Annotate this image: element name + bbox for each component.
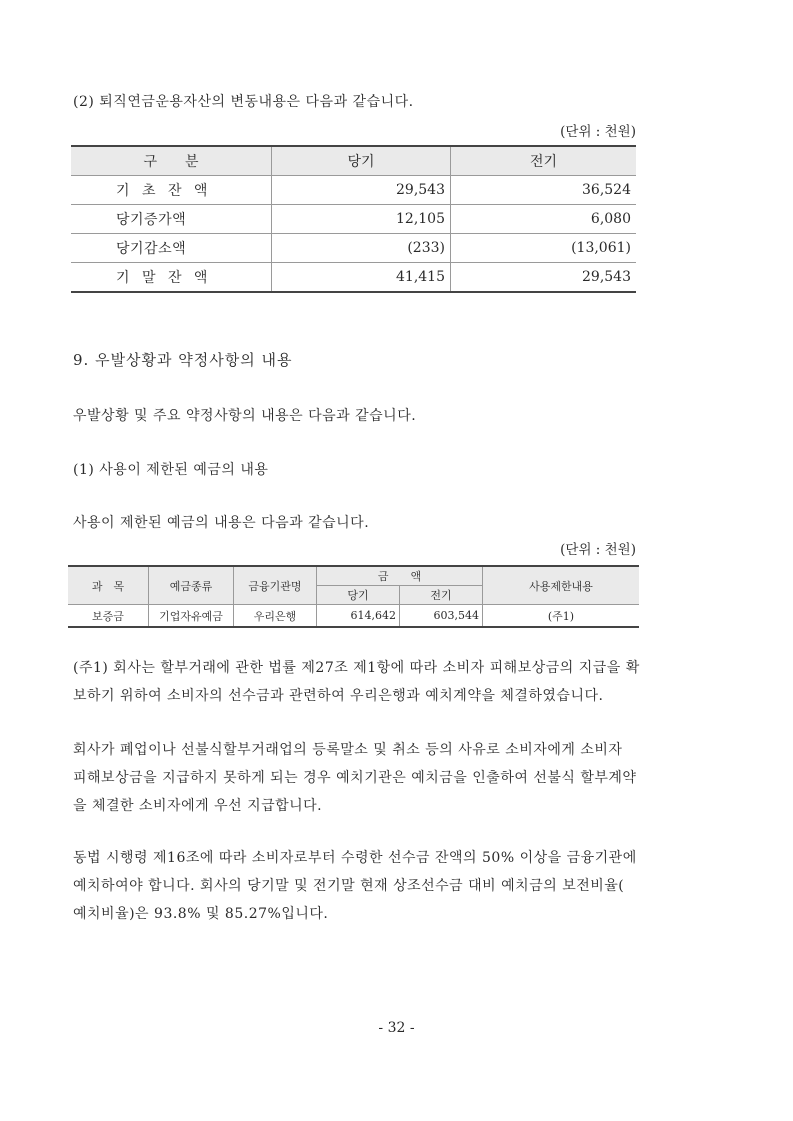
current-value: 41,415: [272, 263, 451, 293]
prior-value: 6,080: [451, 205, 637, 234]
table-row: [71, 234, 636, 263]
row-label: 기 말 잔 액: [71, 263, 272, 293]
text-line: 보하기 위하여 소비자의 선수금과 관련하여 우리은행과 예치계약을 체결하였습니다.: [73, 688, 604, 704]
current-amount-cell: 614,642: [317, 605, 400, 628]
table-row: [68, 605, 639, 628]
unit-label: (단위 : 천원): [560, 542, 636, 558]
text-line: (주1) 회사는 할부거래에 관한 법률 제27조 제1항에 따라 소비자 피해보상금의 지급을 확: [73, 660, 640, 676]
header-amount: 금 액: [317, 566, 483, 586]
table-row: [71, 263, 636, 293]
bank-name-cell: 우리은행: [234, 605, 317, 628]
account-cell: 보증금: [68, 605, 149, 628]
header-deposit-type: 예금종류: [149, 566, 234, 605]
pension-assets-table: [71, 145, 636, 293]
text-line: 피해보상금을 지급하지 못하게 되는 경우 예치기관은 예치금을 인출하여 선불식 할부계약: [73, 770, 637, 786]
header-current: 당기: [317, 586, 400, 605]
table-row: [71, 176, 636, 205]
text-line: 회사가 폐업이나 선불식할부거래업의 등록말소 및 취소 등의 사유로 소비자에게 소비자: [73, 742, 623, 758]
header-account: 과 목: [68, 566, 149, 605]
text-line: 을 체결한 소비자에게 우선 지급합니다.: [73, 798, 323, 814]
body-paragraph: [73, 844, 733, 928]
deposit-type-cell: 기업자유예금: [149, 605, 234, 628]
header-bank-name: 금융기관명: [234, 566, 317, 605]
intro-text: 우발상황 및 주요 약정사항의 내용은 다음과 같습니다.: [73, 408, 417, 424]
row-label: 당기감소액: [71, 234, 272, 263]
header-prior: 전기: [400, 586, 483, 605]
current-value: 12,105: [272, 205, 451, 234]
header-category: 구 분: [71, 146, 272, 176]
text-line: 동법 시행령 제16조에 따라 소비자로부터 수령한 선수금 잔액의 50% 이상을 금융기관에: [73, 850, 637, 866]
prior-value: 36,524: [451, 176, 637, 205]
prior-value: 29,543: [451, 263, 637, 293]
restriction-cell: (주1): [483, 605, 640, 628]
header-restriction: 사용제한내용: [483, 566, 640, 605]
restricted-deposits-table: [68, 565, 639, 628]
current-value: (233): [272, 234, 451, 263]
row-label: 기 초 잔 액: [71, 176, 272, 205]
prior-amount-cell: 603,544: [400, 605, 483, 628]
header-prior: 전기: [451, 146, 637, 176]
header-current: 당기: [272, 146, 451, 176]
section-note: (2) 퇴직연금운용자산의 변동내용은 다음과 같습니다.: [73, 94, 414, 110]
table-row: [71, 205, 636, 234]
table-header-row: [68, 566, 639, 586]
text-line: 예치하여야 합니다. 회사의 당기말 및 전기말 현재 상조선수금 대비 예치금의 보전비율(: [73, 878, 625, 894]
row-label: 당기증가액: [71, 205, 272, 234]
note-paragraph: [73, 654, 733, 710]
text-line: 예치비율)은 93.8% 및 85.27%입니다.: [73, 906, 329, 922]
subsection-text: 사용이 제한된 예금의 내용은 다음과 같습니다.: [73, 515, 370, 531]
unit-label: (단위 : 천원): [560, 124, 636, 140]
current-value: 29,543: [272, 176, 451, 205]
page-number: - 32 -: [378, 1020, 415, 1036]
section-heading: 9. 우발상황과 약정사항의 내용: [73, 351, 293, 369]
table-header-row: [71, 146, 636, 176]
body-paragraph: [73, 736, 733, 820]
subsection-title: (1) 사용이 제한된 예금의 내용: [73, 462, 269, 478]
prior-value: (13,061): [451, 234, 637, 263]
